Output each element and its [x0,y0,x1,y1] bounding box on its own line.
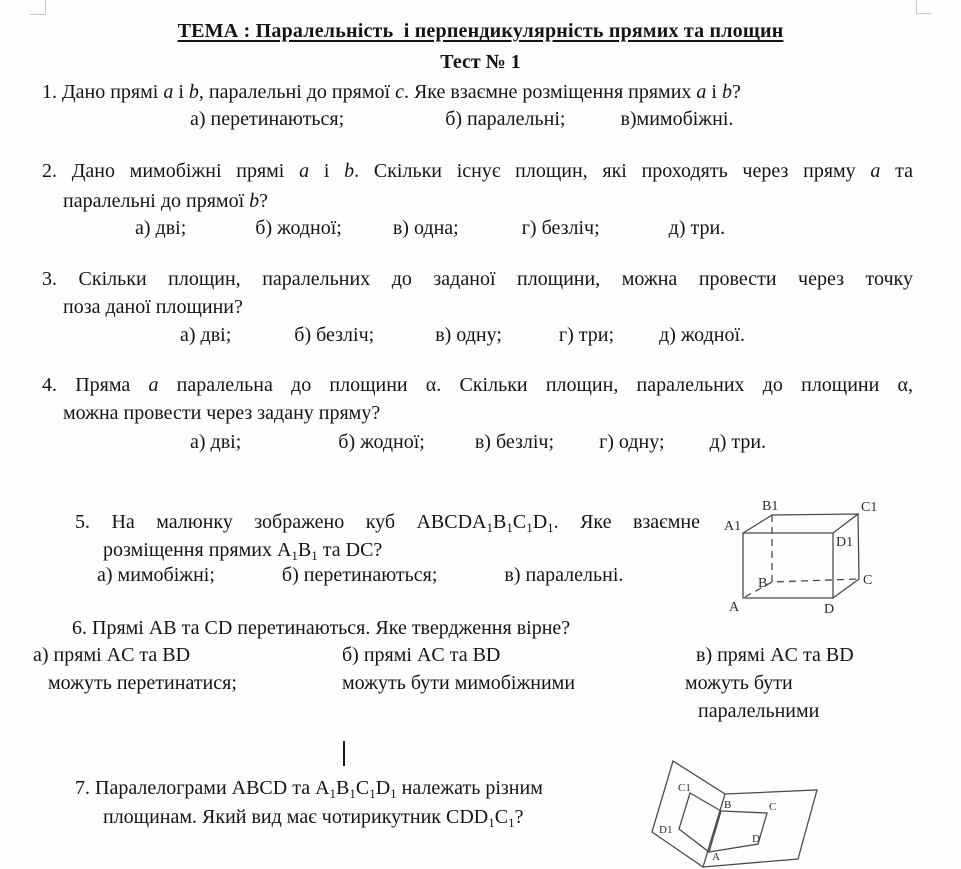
answer-option: а) мимобіжні; [97,564,215,586]
answer-option: б) жодної; [255,217,342,239]
cube-vertex-label-c1: C1 [861,500,877,515]
answer-option: б) перетинаються; [281,564,438,586]
question-6-option-c-line3: паралельними [698,700,820,722]
question-6-text: 6. Прямі AB та CD перетинаються. Яке твердження вірне? [72,617,571,639]
plane-vertex-label-a: A [712,851,720,863]
question-1-text: 1. Дано прямі a і b, паралельні до прямої c. Яке взаємне розміщення прямих a і b? [42,81,741,103]
cube-vertex-label-a1: A1 [724,519,742,534]
answer-option: б) паралельні; [445,108,566,130]
question-6-option-a-line1: а) прямі AC та BD [33,644,191,666]
answer-option: г) одну; [599,431,665,453]
question-3-text-line1: 3. Скільки площин, паралельних до заданої площини, можна провести через точку [42,268,913,290]
question-6-option-a-line2: можуть перетинатися; [48,672,237,694]
answer-option: д) три. [709,431,767,453]
margin-corner-mark-top-right [916,0,917,13]
two-planes-figure [648,742,860,869]
question-6-option-b-line2: можуть бути мимобіжними [342,672,576,694]
question-6-option-b-line1: б) прямі AC та BD [342,644,501,666]
question-3-text-line2: поза даної площини? [63,296,243,318]
answer-option: б) безліч; [294,324,375,346]
margin-corner-mark-top-right [916,13,931,14]
right-plane-outline [703,790,817,867]
cube-vertex-label-d: D [824,602,835,616]
answer-option: б) жодної; [338,431,425,453]
answer-option: г) три; [558,324,615,346]
answer-option: д) жодної. [659,324,746,346]
question-5-text-line1: 5. На малюнку зображено куб $ABCDA_1B_1C_1D_1$. Яке взаємне [75,511,701,535]
question-6-option-c-line1: в) прямі AC та BD [696,644,854,666]
question-3-answers [180,322,745,349]
cube-vertex-label-a: A [729,600,740,615]
answer-option: в) одну; [435,324,502,346]
cube-front-face [743,533,833,598]
question-2-answers [135,215,725,242]
plane-vertex-label-d1: D1 [659,824,673,836]
question-4-text-line1: 4. Пряма a паралельна до площини α. Скільки площин, паралельних до площини α, [42,374,913,396]
test-number-subtitle: Тест № 1 [440,51,521,73]
question-2-text-line2: паралельні до прямої b? [63,190,269,212]
cube-figure [722,494,877,616]
answer-option: а) дві; [180,324,232,346]
question-1-answers [190,106,733,133]
question-4-text-line2: можна провести через задану пряму? [63,402,381,424]
parallelogram-left [679,793,721,852]
cube-right-edges [833,514,859,598]
answer-option: д) три. [668,217,726,239]
text-caret-mark [343,741,345,766]
cube-top-edges [743,514,858,533]
answer-option: а) дві; [135,217,187,239]
cube-vertex-label-b1: B1 [762,499,779,514]
margin-corner-mark-top-left [45,0,46,14]
question-5-text-line2: розміщення прямих $A_1B_1$ та DC? [103,539,383,563]
plane-vertex-label-d: D [752,833,760,845]
question-6-option-c-line2: можуть бути [685,672,793,694]
cube-vertex-label-b: B [758,576,768,591]
plane-vertex-label-c1: C1 [678,782,691,794]
question-4-answers [190,429,766,456]
answer-option: в) паралельні. [504,564,624,586]
answer-option: а) перетинаються; [190,108,345,130]
cube-vertex-label-c: C [863,573,873,588]
answer-option: в) одна; [392,217,459,239]
document-title-text: ТЕМА : Паралельність і перпендикулярність прямих та площин [177,20,784,42]
question-2-text-line1: 2. Дано мимобіжні прямі a і b. Скільки існує площин, які проходять через пряму a та [42,160,913,182]
plane-vertex-label-b: B [724,799,732,811]
plane-vertex-label-c: C [769,801,777,813]
question-7-text-line2: площинам. Який вид має чотирикутник $CDD_1C_1$? [103,806,524,830]
answer-option: в) безліч; [474,431,555,453]
answer-option: а) дві; [190,431,242,453]
cube-vertex-label-d1: D1 [836,535,854,550]
question-5-answers [97,562,623,589]
answer-option: в)мимобіжні. [620,108,734,130]
document-title [0,20,961,43]
answer-option: г) безліч; [521,217,600,239]
margin-corner-mark-top-left [30,14,46,15]
question-7-text-line1: 7. Паралелограми ABCD та $A_1B_1C_1D_1$ належать різним [75,777,543,801]
